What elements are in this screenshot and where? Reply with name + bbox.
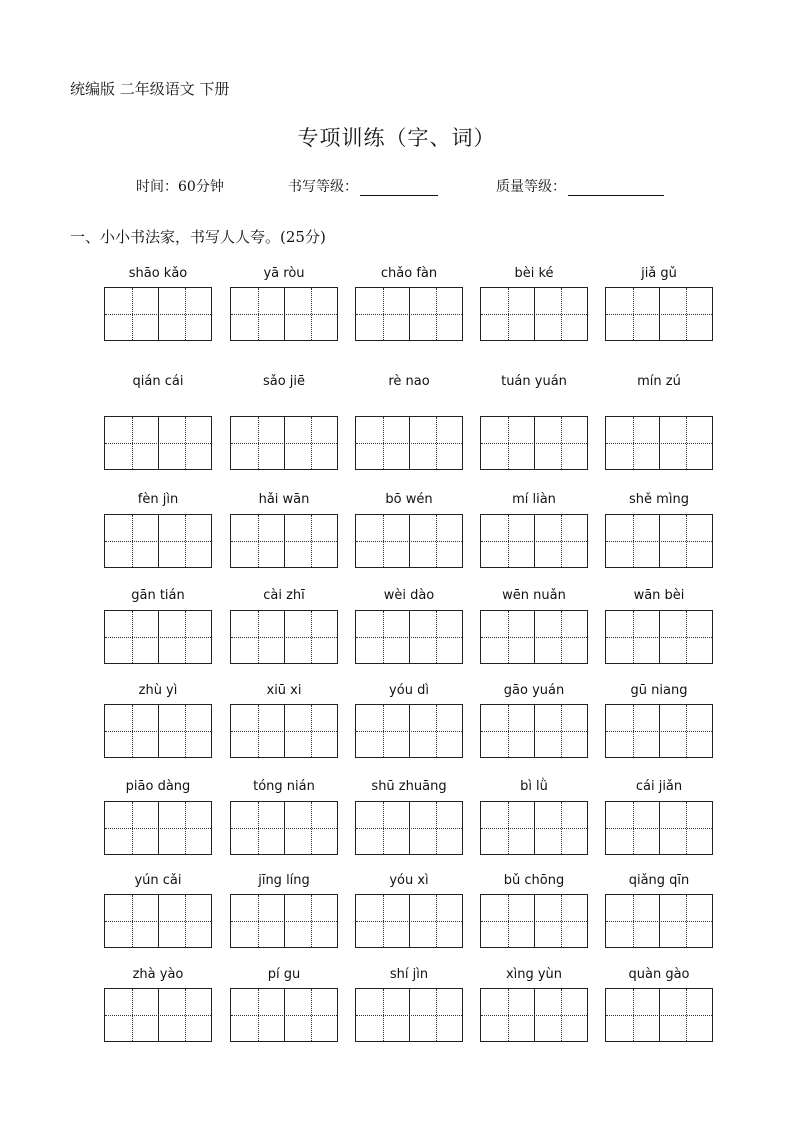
writing-grid[interactable] [480,704,588,758]
pinyin-label: yā ròu [263,266,305,281]
pinyin-label: mín zú [637,374,681,389]
pinyin-label: yún cǎi [134,873,182,888]
header-label: 统编版 二年级语文 下册 [70,80,230,98]
grid-guide-line [231,541,337,542]
grid-guide-line [105,921,211,922]
writing-grid[interactable] [104,704,212,758]
pinyin-label: cái jiǎn [635,779,683,794]
grid-guide-line [356,828,462,829]
writing-grid[interactable] [230,610,338,664]
grid-guide-line [481,314,587,315]
pinyin-label: wān bèi [633,588,685,603]
writing-grid[interactable] [480,801,588,855]
quality-grade-blank [568,181,664,196]
pinyin-label: xiū xi [266,683,302,698]
pinyin-label: wēn nuǎn [502,588,566,603]
grid-guide-line [481,1015,587,1016]
writing-grid[interactable] [605,416,713,470]
writing-grid[interactable] [480,988,588,1042]
grid-guide-line [606,921,712,922]
time-limit: 时间：60分钟 [136,179,224,195]
writing-grid[interactable] [480,610,588,664]
writing-grade-label: 书写等级： [288,179,358,195]
section-heading: 一、小小书法家，书写人人夸。(25分) [70,228,326,246]
grid-guide-line [231,314,337,315]
pinyin-label: piāo dàng [125,779,191,794]
pinyin-label: cài zhī [263,588,305,603]
writing-grid[interactable] [230,988,338,1042]
grid-guide-line [105,541,211,542]
writing-grid[interactable] [230,801,338,855]
writing-grid[interactable] [605,287,713,341]
grid-guide-line [481,828,587,829]
writing-grid[interactable] [605,610,713,664]
grid-guide-line [481,443,587,444]
pinyin-label: gān tián [131,588,185,603]
grid-guide-line [606,828,712,829]
writing-grid[interactable] [355,894,463,948]
writing-grid[interactable] [104,416,212,470]
writing-grid[interactable] [355,988,463,1042]
writing-grid[interactable] [104,287,212,341]
grid-guide-line [606,541,712,542]
grid-guide-line [231,828,337,829]
writing-grid[interactable] [104,514,212,568]
writing-grid[interactable] [230,287,338,341]
writing-grid[interactable] [480,416,588,470]
writing-grid[interactable] [605,514,713,568]
grid-guide-line [606,1015,712,1016]
pinyin-label: qián cái [132,374,184,389]
writing-grade [288,176,438,196]
writing-grid[interactable] [605,894,713,948]
pinyin-label: shāo kǎo [128,266,188,281]
writing-grid[interactable] [355,610,463,664]
grid-guide-line [356,1015,462,1016]
writing-grid[interactable] [480,287,588,341]
writing-grid[interactable] [355,801,463,855]
grid-guide-line [356,921,462,922]
writing-grid[interactable] [104,988,212,1042]
pinyin-label: quàn gào [628,967,690,982]
writing-grid[interactable] [355,416,463,470]
grid-guide-line [606,314,712,315]
pinyin-label: bǔ chōng [503,873,565,888]
grid-guide-line [356,443,462,444]
writing-grid[interactable] [355,287,463,341]
pinyin-label: qiǎng qīn [628,873,690,888]
pinyin-label: sǎo jiē [262,374,306,389]
grid-guide-line [356,637,462,638]
pinyin-label: shě mìng [629,492,689,507]
writing-grid[interactable] [104,801,212,855]
pinyin-label: jīng líng [258,873,310,888]
grid-guide-line [481,921,587,922]
writing-grid[interactable] [605,704,713,758]
pinyin-label: gū niang [630,683,688,698]
pinyin-label: shū zhuāng [371,779,447,794]
writing-grid[interactable] [230,704,338,758]
pinyin-label: gāo yuán [503,683,565,698]
page-title: 专项训练（字、词） [297,126,496,150]
quality-grade [496,176,664,196]
writing-grid[interactable] [355,514,463,568]
writing-grid[interactable] [355,704,463,758]
grid-guide-line [606,731,712,732]
grid-guide-line [231,443,337,444]
grid-guide-line [105,1015,211,1016]
pinyin-label: fèn jìn [137,492,179,507]
grid-guide-line [105,443,211,444]
pinyin-label: pí gu [267,967,301,982]
grid-guide-line [105,828,211,829]
grid-guide-line [356,541,462,542]
grid-guide-line [231,637,337,638]
pinyin-label: hǎi wān [258,492,310,507]
pinyin-label: bì lǜ [520,779,548,794]
pinyin-label: jiǎ gǔ [641,266,677,281]
grid-guide-line [481,731,587,732]
grid-guide-line [606,637,712,638]
grid-guide-line [105,314,211,315]
writing-grid[interactable] [605,988,713,1042]
grid-guide-line [231,731,337,732]
grid-guide-line [481,541,587,542]
pinyin-label: chǎo fàn [380,266,438,281]
writing-grade-blank [360,181,438,196]
grid-guide-line [105,731,211,732]
pinyin-label: bèi ké [514,266,554,281]
grid-guide-line [105,637,211,638]
writing-grid[interactable] [480,514,588,568]
writing-grid[interactable] [104,610,212,664]
grid-guide-line [231,1015,337,1016]
quality-grade-label: 质量等级： [496,179,566,195]
pinyin-label: shí jìn [389,967,429,982]
pinyin-label: xìng yùn [505,967,563,982]
pinyin-label: mí liàn [512,492,556,507]
pinyin-label: bō wén [385,492,433,507]
pinyin-label: yóu dì [389,683,429,698]
pinyin-label: zhà yào [132,967,184,982]
grid-guide-line [356,314,462,315]
writing-grid[interactable] [230,416,338,470]
grid-guide-line [231,921,337,922]
pinyin-label: zhù yì [138,683,178,698]
writing-grid[interactable] [230,894,338,948]
grid-guide-line [356,731,462,732]
writing-grid[interactable] [480,894,588,948]
writing-grid[interactable] [605,801,713,855]
writing-grid[interactable] [104,894,212,948]
pinyin-label: yóu xì [389,873,429,888]
grid-guide-line [606,443,712,444]
pinyin-label: tuán yuán [501,374,567,389]
grid-guide-line [481,637,587,638]
writing-grid[interactable] [230,514,338,568]
pinyin-label: wèi dào [383,588,435,603]
pinyin-label: rè nao [388,374,430,389]
pinyin-label: tóng nián [253,779,315,794]
